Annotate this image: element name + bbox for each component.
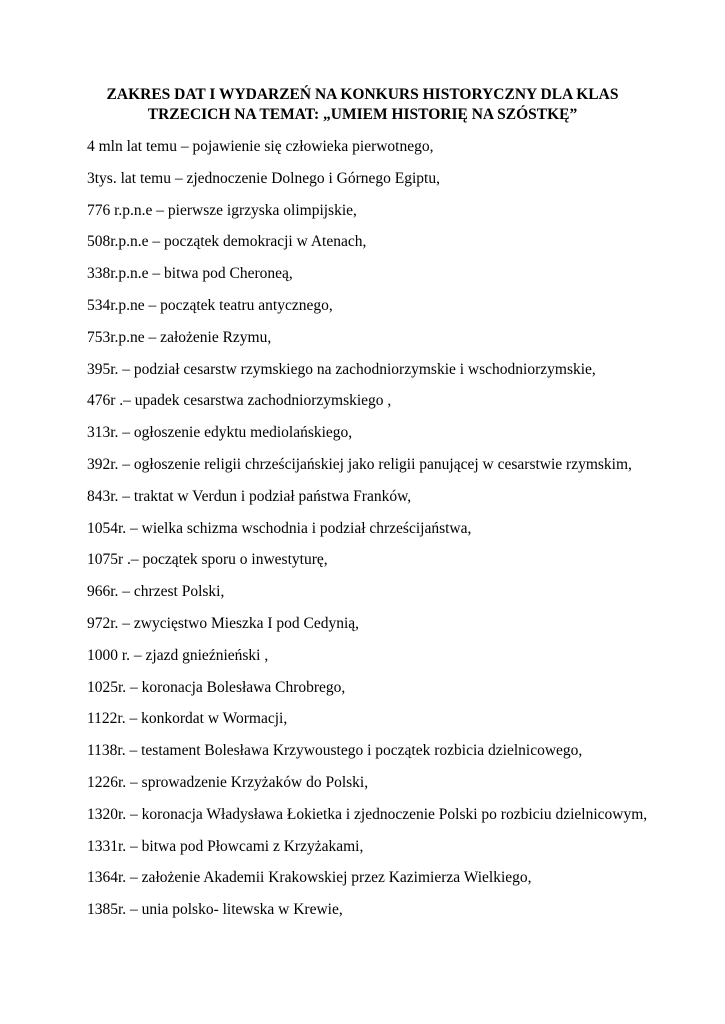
date-event-entry: 1000 r. – zjazd gnieźnieński ,: [87, 646, 269, 664]
date-event-entry: 972r. – zwycięstwo Mieszka I pod Cedynią,: [87, 614, 360, 632]
date-event-entry: 966r. – chrzest Polski,: [87, 583, 225, 601]
date-event-entry: 534r.p.ne – początek teatru antycznego,: [87, 296, 333, 314]
date-event-entry: 1138r. – testament Bolesława Krzywoustego i początek rozbicia dzielnicowego,: [87, 742, 583, 760]
date-event-entry: 1122r. – konkordat w Wormacji,: [87, 710, 288, 728]
date-event-entry: 1331r. – bitwa pod Płowcami z Krzyżakami,: [87, 837, 364, 855]
date-event-entry: 395r. – podział cesarstw rzymskiego na zachodniorzymskie i wschodniorzymskie,: [87, 360, 596, 378]
date-event-entry: 843r. – traktat w Verdun i podział państwa Franków,: [87, 487, 412, 505]
date-event-entry: 1025r. – koronacja Bolesława Chrobrego,: [87, 678, 346, 696]
date-event-entry: 1075r .– początek sporu o inwestyturę,: [87, 551, 328, 569]
date-event-entry: 753r.p.ne – założenie Rzymu,: [87, 328, 272, 346]
date-event-entry: 392r. – ogłoszenie religii chrześcijańskiej jako religii panującej w cesarstwie rzymskim,: [87, 455, 632, 473]
date-event-entry: 313r. – ogłoszenie edyktu mediolańskiego,: [87, 424, 353, 442]
date-event-entry: 1385r. – unia polsko- litewska w Krewie,: [87, 901, 343, 919]
date-event-entry: 1320r. – koronacja Władysława Łokietka i zjednoczenie Polski po rozbiciu dzielnicowym,: [87, 805, 648, 823]
date-event-entry: 1054r. – wielka schizma wschodnia i podział chrześcijaństwa,: [87, 519, 472, 537]
date-event-entry: 776 r.p.n.e – pierwsze igrzyska olimpijskie,: [87, 201, 357, 219]
date-event-list: [87, 137, 707, 932]
date-event-entry: 508r.p.n.e – początek demokracji w Atenach,: [87, 233, 367, 251]
document-title-line-1: ZAKRES DAT I WYDARZEŃ NA KONKURS HISTORYCZNY DLA KLAS: [106, 86, 619, 103]
date-event-entry: 4 mln lat temu – pojawienie się człowieka pierwotnego,: [87, 138, 434, 155]
date-event-entry: 338r.p.n.e – bitwa pod Cheroneą,: [87, 265, 293, 283]
document-title-line-2: TRZECICH NA TEMAT: „UMIEM HISTORIĘ NA SZÓSTKĘ”: [147, 106, 578, 123]
date-event-entry: 1364r. – założenie Akademii Krakowskiej przez Kazimierza Wielkiego,: [87, 869, 532, 887]
date-event-entry: 476r .– upadek cesarstwa zachodniorzymskiego ,: [87, 392, 392, 410]
date-event-entry: 3tys. lat temu – zjednoczenie Dolnego i Górnego Egiptu,: [87, 169, 440, 187]
date-event-entry: 1226r. – sprowadzenie Krzyżaków do Polski,: [87, 773, 369, 791]
